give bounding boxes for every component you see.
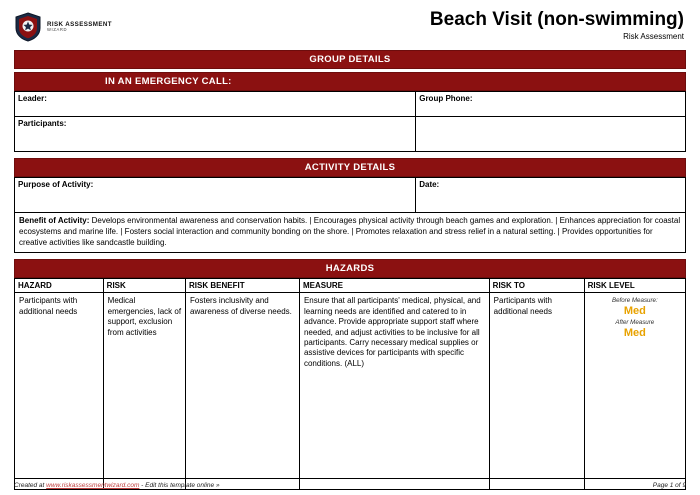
before-measure-value: Med <box>623 305 646 318</box>
column-header-measure: MEASURE <box>299 279 489 293</box>
leader-label: Leader: <box>18 94 47 103</box>
document-header <box>14 10 686 50</box>
group-details-table <box>14 91 686 152</box>
brand-subtitle: WIZARD <box>47 27 68 33</box>
table-row <box>15 293 686 490</box>
benefit-label: Benefit of Activity: <box>19 216 90 225</box>
group-phone-label: Group Phone: <box>419 94 473 103</box>
purpose-cell <box>15 178 416 213</box>
page-subtitle: Risk Assessment <box>623 31 684 41</box>
cell-risk-level <box>584 293 685 490</box>
table-row <box>15 117 686 152</box>
column-header-risk: RISK <box>103 279 185 293</box>
date-cell <box>416 178 686 213</box>
footer-created-prefix: Created at <box>14 482 47 489</box>
table-row <box>15 213 686 253</box>
section-header-emergency: IN AN EMERGENCY CALL: <box>14 72 686 91</box>
benefit-text: Develops environmental awareness and conservation habits. | Encourages physical activity through beach games and exploration. | Enhances appreciation for coastal ecosystems and marine life. | Fosters social interaction and community bonding on the shore. | Promotes relaxation and stress relief in a natural setting. | Provides opportunities for creative activities like sandcastle building. <box>19 216 681 247</box>
hazards-table <box>14 278 686 490</box>
column-header-risk-level: RISK LEVEL <box>584 279 685 293</box>
benefit-cell <box>15 213 686 253</box>
participants-blank-cell[interactable] <box>416 117 686 152</box>
participants-cell <box>15 117 416 152</box>
cell-risk: Medical emergencies, lack of support, exclusion from activities <box>103 293 185 490</box>
page-title: Beach Visit (non-swimming) <box>429 9 684 30</box>
footer-link[interactable]: www.riskassessmentwizard.com <box>46 482 140 489</box>
column-header-risk-to: RISK TO <box>489 279 584 293</box>
cell-hazard: Participants with additional needs <box>15 293 104 490</box>
brand-title: RISK ASSESSMENT <box>47 21 112 29</box>
cell-measure: Ensure that all participants' medical, physical, and learning needs are identified and catered to in advance. Provide appropriate support staff where needed, and adjust activities to be inclusive for all participants. Carry necessary medical supplies or assistive devices for participants with specific conditions. (ALL) <box>299 293 489 490</box>
purpose-label: Purpose of Activity: <box>18 180 94 189</box>
column-header-hazard: HAZARD <box>15 279 104 293</box>
page-number: Page 1 of 9 <box>652 482 686 489</box>
title-block <box>430 10 686 41</box>
brand-text <box>47 21 112 33</box>
after-measure-value: Med <box>623 327 646 340</box>
document-footer <box>14 478 686 489</box>
cell-risk-benefit: Fosters inclusivity and awareness of diverse needs. <box>186 293 300 490</box>
section-header-hazards: HAZARDS <box>14 259 686 278</box>
cell-risk-to: Participants with additional needs <box>489 293 584 490</box>
date-label: Date: <box>419 180 440 189</box>
footer-credit <box>14 482 220 489</box>
table-header-row <box>15 279 686 293</box>
participants-label: Participants: <box>18 119 67 128</box>
shield-icon <box>14 12 42 42</box>
after-measure-label: After Measure <box>615 319 655 327</box>
leader-cell <box>15 92 416 117</box>
column-header-risk-benefit: RISK BENEFIT <box>186 279 300 293</box>
table-row <box>15 92 686 117</box>
table-row <box>15 178 686 213</box>
before-measure-label: Before Measure: <box>611 297 658 305</box>
activity-details-table <box>14 177 686 253</box>
section-header-activity-details: ACTIVITY DETAILS <box>14 158 686 177</box>
brand-logo <box>14 10 112 42</box>
group-phone-cell <box>416 92 686 117</box>
footer-link-suffix[interactable]: - Edit this template online » <box>139 482 220 489</box>
section-header-group-details: GROUP DETAILS <box>14 50 686 69</box>
